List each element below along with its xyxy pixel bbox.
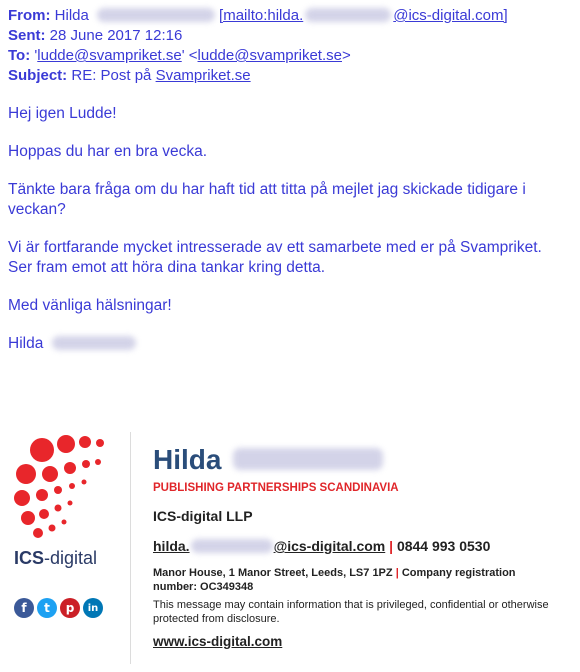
logo-wordmark [14,548,97,569]
redacted-signoff-surname [52,336,136,350]
signoff [8,334,568,354]
email-body [8,104,568,372]
twitter-icon[interactable]: t [37,598,57,618]
address-separator: | [395,567,399,579]
to-bracket-close: > [342,47,351,64]
to-label: To: [8,47,31,64]
subject-prefix: RE: Post på [71,67,156,84]
signoff-name: Hilda [8,335,44,352]
from-label: From: [8,7,51,24]
email-header [8,6,508,86]
from-name: Hilda [54,7,89,24]
mailto-prefix: [mailto:hilda. [219,7,304,24]
subject-link[interactable]: Svampriket.se [155,67,251,84]
email-signature [0,432,580,672]
redacted-signature-surname [233,448,383,470]
signature-name [153,444,383,476]
from-row [8,6,508,26]
to-separator: ' < [181,47,198,64]
redacted-surname [97,8,215,22]
email-prefix: hilda. [153,538,190,554]
signature-contact [153,538,490,554]
signature-phone: 0844 993 0530 [396,538,491,554]
linkedin-icon[interactable]: in [83,598,103,618]
paragraph-1: Hoppas du har en bra vecka. [8,143,208,160]
logo-wordmark-prefix: ICS [14,548,45,568]
separator: | [389,538,394,554]
facebook-icon[interactable]: f [14,598,34,618]
signature-first-name: Hilda [153,444,222,475]
sent-value: 28 June 2017 12:16 [49,27,183,44]
email-domain: @ics-digital.com [273,538,386,554]
redacted-email-part [305,8,391,22]
pinterest-icon[interactable]: p [60,598,80,618]
signature-company: ICS-digital LLP [153,508,253,524]
subject-label: Subject: [8,67,68,84]
signature-website-link[interactable]: www.ics-digital.com [153,634,283,649]
mailto-domain: @ics-digital.com] [393,7,508,24]
address-text: Manor House, 1 Manor Street, Leeds, LS7 1PZ [153,567,393,579]
from-mailto-link[interactable] [219,7,508,24]
to-address-link-1[interactable]: ludde@svampriket.se [37,47,182,64]
to-address-link-2[interactable]: ludde@svampriket.se [197,47,342,64]
paragraph-3b: Ser fram emot att höra dina tankar kring detta. [8,259,326,276]
signature-email-link[interactable] [153,538,385,554]
paragraph-3 [8,238,568,278]
to-quote-open: ' [34,47,38,64]
closing: Med vänliga hälsningar! [8,297,172,314]
signature-disclaimer: This message may contain information that is privileged, confidential or otherwise protected from disclosure. [153,599,549,625]
to-row [8,46,508,66]
sent-label: Sent: [8,27,46,44]
company-registration: Company registration number: OC349348 [153,567,516,593]
social-icons [14,598,103,618]
redacted-signature-email [191,539,273,553]
signature-divider [130,432,131,664]
signature-role: PUBLISHING PARTNERSHIPS SCANDINAVIA [153,482,399,494]
signature-address [153,566,548,594]
sent-row [8,26,508,46]
logo-wordmark-suffix: -digital [44,548,98,568]
subject-row [8,66,508,86]
paragraph-3a: Vi är fortfarande mycket intresserade av ett samarbete med er på Svampriket. [8,239,542,256]
greeting: Hej igen Ludde! [8,105,117,122]
paragraph-2: Tänkte bara fråga om du har haft tid att titta på mejlet jag skickade tidigare i veckan? [8,181,526,218]
